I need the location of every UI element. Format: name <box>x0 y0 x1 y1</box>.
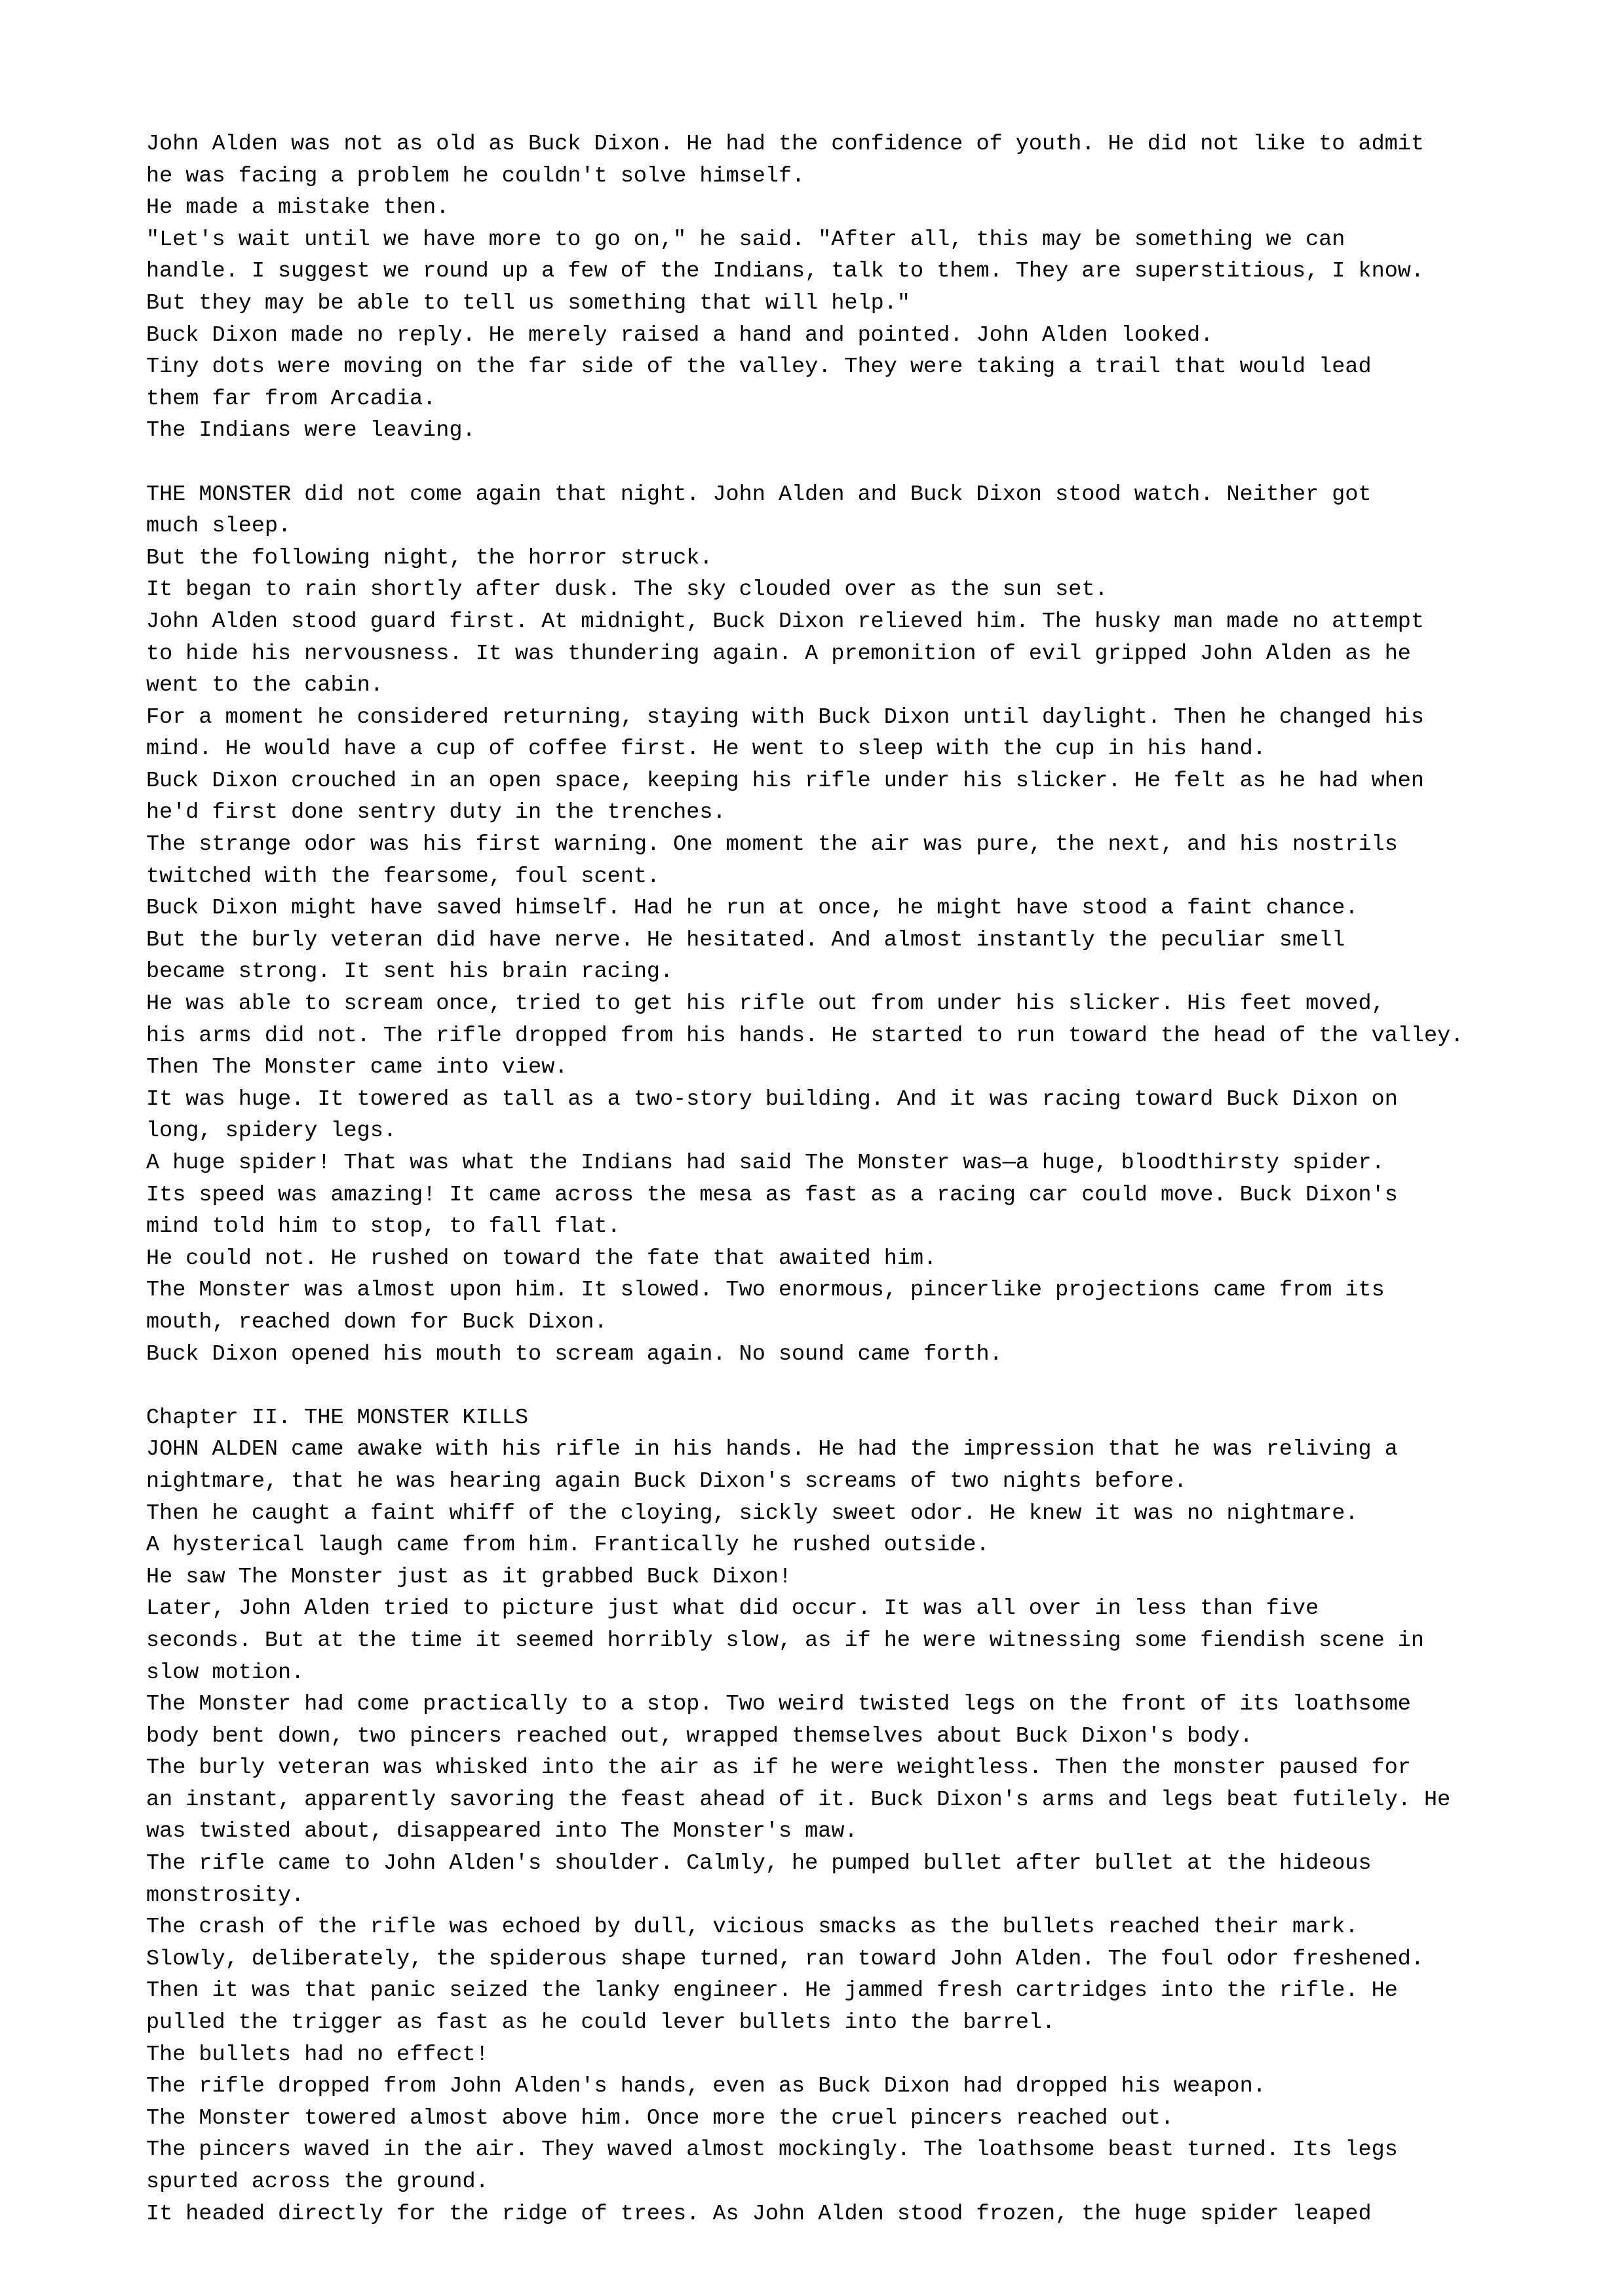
text-line: The rifle dropped from John Alden's hands, even as Buck Dixon had dropped his weapon. <box>146 2074 1266 2099</box>
text-line <box>146 1370 1517 1402</box>
text-line: to hide his nervousness. It was thundering again. A premonition of evil gripped John Alden as he <box>146 641 1411 666</box>
text-line: his arms did not. The rifle dropped from his hands. He started to run toward the head of the valley. <box>146 1023 1464 1048</box>
text-line: Then it was that panic seized the lanky engineer. He jammed fresh cartridges into the rifle. He <box>146 1978 1398 2004</box>
text-line: But the burly veteran did have nerve. He hesitated. And almost instantly the peculiar smell <box>146 927 1345 953</box>
text-line: JOHN ALDEN came awake with his rifle in his hands. He had the impression that he was reliving a <box>146 1437 1398 1463</box>
text-line: John Alden stood guard first. At midnight, Buck Dixon relieved him. The husky man made no attempt <box>146 609 1425 634</box>
text-line: pulled the trigger as fast as he could lever bullets into the barrel. <box>146 2010 1056 2036</box>
text-line: twitched with the fearsome, foul scent. <box>146 864 661 889</box>
text-line: Then he caught a faint whiff of the cloying, sickly sweet odor. He knew it was no nightmare. <box>146 1501 1359 1526</box>
text-line: became strong. It sent his brain racing. <box>146 959 674 985</box>
text-line: The pincers waved in the air. They waved almost mockingly. The loathsome beast turned. Its legs <box>146 2137 1398 2163</box>
text-line: nightmare, that he was hearing again Buck Dixon's screams of two nights before. <box>146 1468 1188 1494</box>
text-line: But the following night, the horror struck. <box>146 545 713 571</box>
text-line: It headed directly for the ridge of trees. As John Alden stood frozen, the huge spider leaped <box>146 2201 1372 2227</box>
text-line: The Monster had come practically to a stop. Two weird twisted legs on the front of its loathsome <box>146 1692 1411 1717</box>
text-line: he was facing a problem he couldn't solve himself. <box>146 163 805 189</box>
text-line: The Indians were leaving. <box>146 418 476 444</box>
text-line: The strange odor was his first warning. One moment the air was pure, the next, and his nostrils <box>146 832 1398 858</box>
text-line: spurted across the ground. <box>146 2170 489 2194</box>
text-line: slow motion. <box>146 1660 305 1685</box>
text-line: he'd first done sentry duty in the trenches. <box>146 800 726 826</box>
text-line: He could not. He rushed on toward the fate that awaited him. <box>146 1246 937 1271</box>
text-line: But they may be able to tell us something that will help." <box>146 290 910 316</box>
text-line: seconds. But at the time it seemed horribly slow, as if he were witnessing some fiendish scene in <box>146 1628 1425 1653</box>
text-line: long, spidery legs. <box>146 1119 396 1144</box>
text-line: It was huge. It towered as tall as a two-story building. And it was racing toward Buck Dixon on <box>146 1086 1398 1112</box>
text-line: body bent down, two pincers reached out, wrapped themselves about Buck Dixon's body. <box>146 1723 1253 1749</box>
text-line: "Let's wait until we have more to go on," he said. "After all, this may be something we can <box>146 227 1345 252</box>
text-line: mind. He would have a cup of coffee first. He went to sleep with the cup in his hand. <box>146 737 1266 762</box>
text-line: Tiny dots were moving on the far side of the valley. They were taking a trail that would lead <box>146 354 1372 380</box>
text-line: Chapter II. THE MONSTER KILLS <box>146 1405 528 1430</box>
text-line: The Monster was almost upon him. It slowed. Two enormous, pincerlike projections came from its <box>146 1278 1385 1303</box>
text-line: He saw The Monster just as it grabbed Buck Dixon! <box>146 1564 792 1590</box>
text-line: The Monster towered almost above him. Once more the cruel pincers reached out. <box>146 2105 1174 2131</box>
text-line: was twisted about, disappeared into The Monster's maw. <box>146 1819 858 1845</box>
text-line: Slowly, deliberately, the spiderous shape turned, ran toward John Alden. The foul odor freshened. <box>146 1946 1425 1972</box>
text-line: much sleep. <box>146 514 292 539</box>
text-line: It began to rain shortly after dusk. The sky clouded over as the sun set. <box>146 577 1108 603</box>
text-line: A huge spider! That was what the Indians had said The Monster was—a huge, bloodthirsty spider. <box>146 1151 1385 1176</box>
text-line: them far from Arcadia. <box>146 386 436 411</box>
text-line: monstrosity. <box>146 1883 305 1908</box>
text-line: mind told him to stop, to fall flat. <box>146 1214 621 1240</box>
text-line: Later, John Alden tried to picture just what did occur. It was all over in less than five <box>146 1596 1319 1622</box>
text-line: went to the cabin. <box>146 673 383 698</box>
text-line: John Alden was not as old as Buck Dixon. He had the confidence of youth. He did not like to admit <box>146 132 1425 157</box>
text-line: handle. I suggest we round up a few of the Indians, talk to them. They are superstitious, I know. <box>146 259 1425 284</box>
text-line: Its speed was amazing! It came across the mesa as fast as a racing car could move. Buck Dixon's <box>146 1182 1398 1208</box>
text-line: Then The Monster came into view. <box>146 1055 568 1081</box>
text-line: mouth, reached down for Buck Dixon. <box>146 1309 608 1335</box>
text-line <box>146 447 1517 479</box>
text-line: Buck Dixon crouched in an open space, keeping his rifle under his slicker. He felt as he had when <box>146 768 1425 794</box>
text-line: The rifle came to John Alden's shoulder. Calmly, he pumped bullet after bullet at the hideous <box>146 1851 1372 1877</box>
text-line: A hysterical laugh came from him. Frantically he rushed outside. <box>146 1533 990 1558</box>
text-line: For a moment he considered returning, staying with Buck Dixon until daylight. Then he changed his <box>146 704 1425 730</box>
text-line: an instant, apparently savoring the feast ahead of it. Buck Dixon's arms and legs beat futilely. He <box>146 1787 1451 1812</box>
text-line: THE MONSTER did not come again that night. John Alden and Buck Dixon stood watch. Neither got <box>146 482 1372 507</box>
text-line: Buck Dixon made no reply. He merely raised a hand and pointed. John Alden looked. <box>146 322 1214 348</box>
text-line: The burly veteran was whisked into the air as if he were weightless. Then the monster paused for <box>146 1755 1411 1781</box>
text-line: He was able to scream once, tried to get his rifle out from under his slicker. His feet moved, <box>146 991 1385 1017</box>
text-line: Buck Dixon opened his mouth to scream again. No sound came forth. <box>146 1341 1003 1367</box>
text-line: The bullets had no effect! <box>146 2042 489 2067</box>
text-line: The crash of the rifle was echoed by dull, vicious smacks as the bullets reached their mark. <box>146 1915 1359 1940</box>
text-line: He made a mistake then. <box>146 195 450 221</box>
text-line: Buck Dixon might have saved himself. Had he run at once, he might have stood a faint chance. <box>146 896 1359 921</box>
